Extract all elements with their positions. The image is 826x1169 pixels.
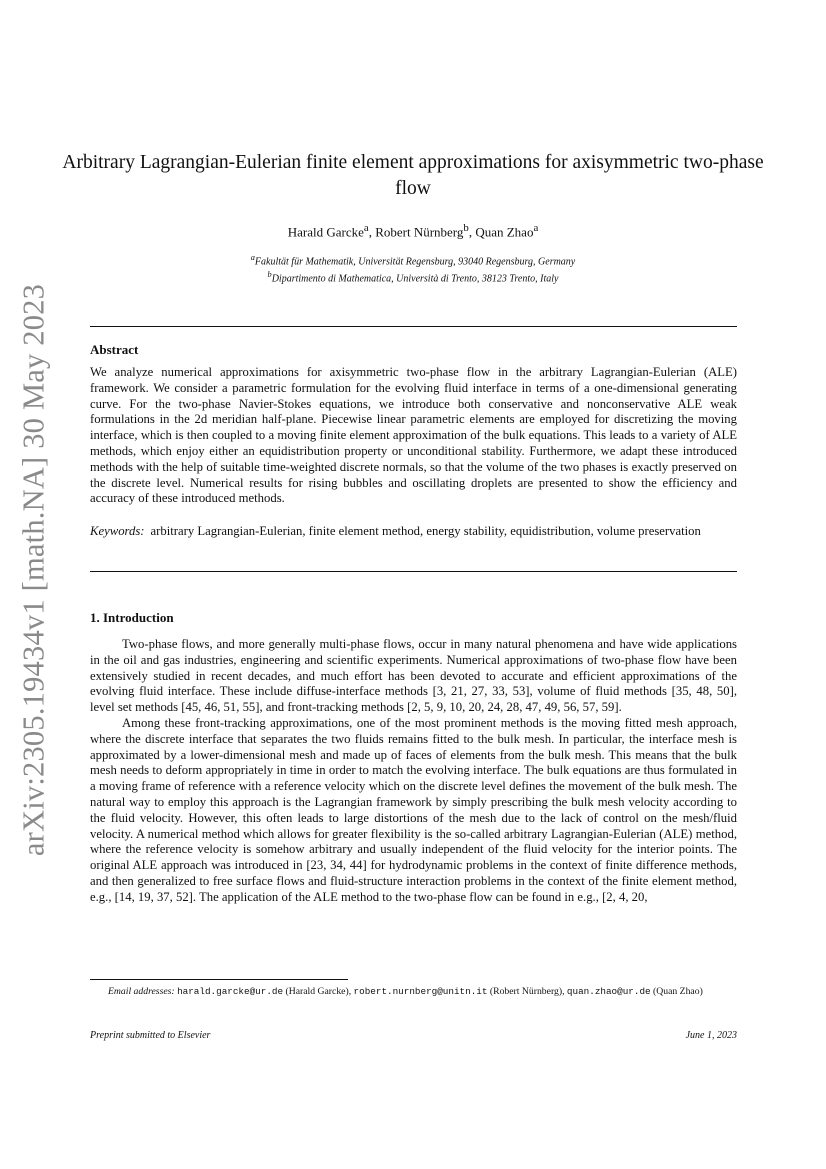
affiliation-b bbox=[0, 268, 826, 285]
email-link[interactable]: robert.nurnberg@unitn.it bbox=[353, 986, 488, 997]
author-list: Harald Garcke$^a$, Robert Nürnberg$^b$, Quan Zhao$^a$ bbox=[287, 222, 539, 240]
paragraph: Among these front-tracking approximations, one of the most prominent methods is the moving fitted mesh approach, where the discrete interface that separates the two fluids remains fitted to the bulk mesh. In particular, the interface mesh is approximated by a lower-dimensional mesh and made up of faces of elements from the bulk mesh. This means that the bulk mesh needs to deform appropriately in time in order to match the evolving interface. The bulk equations are thus formulated in a moving frame of reference with a reference velocity which on the discrete level defines the movement of the bulk mesh. The natural way to employ this approach is the Lagrangian framework by simply prescribing the bulk mesh velocity according to the fluid velocity. However, this often leads to large distortions of the mesh due to the lack of control on the mesh/fluid velocity. A numerical method which allows for greater flexibility is the so-called arbitrary Lagrangian-Eulerian (ALE) method, where the reference velocity is somehow arbitrary and usually independent of the fluid velocity for the interior points. The original ALE approach was introduced in [23, 34, 44] for hydrodynamic problems in the context of finite difference methods, and then generalized to free surface flows and fluid-structure interaction problems in the context of the finite element method, e.g., [14, 19, 37, 52]. The application of the ALE method to the two-phase flow can be found in e.g., [2, 4, 20, bbox=[90, 715, 737, 904]
affiliation-text: Fakultät für Mathematik, Universität Regensburg, 93040 Regensburg, Germany bbox=[254, 256, 576, 268]
author-sup: b bbox=[463, 222, 469, 234]
author-sup: a bbox=[363, 222, 369, 234]
keywords bbox=[90, 524, 737, 540]
abstract-body: We analyze numerical approximations for axisymmetric two-phase flow in the arbitrary Lagrangian-Eulerian (ALE) framework. We consider a parametric formulation for the evolving fluid interface in terms of a one-dimensional generating curve. For the two-phase Navier-Stokes equations, we introduce both conservative and nonconservative ALE weak formulations in the 2d meridian half-plane. Piecewise linear parametric elements are employed for discretizing the moving interface, which is then coupled to a moving finite element approximation of the bulk equations. This leads to a variety of ALE methods, which enjoy either an equidistribution property or unconditional stability. Furthermore, we adapt these introduced methods with the help of suitable time-weighted discrete normals, so that the volume of the two phases is exactly preserved on the discrete level. Numerical results for rising bubbles and oscillating droplets are presented to show the efficiency and accuracy of these introduced methods. bbox=[90, 365, 737, 506]
arxiv-identifier-text: arXiv:2305.19434v1 [math.NA] 30 May 2023 bbox=[16, 283, 51, 857]
email-owner: (Harald Garcke) bbox=[285, 986, 349, 997]
affiliation-text: Dipartimento di Mathematica, Università di Trento, 38123 Trento, Italy bbox=[271, 273, 559, 285]
email-owner: (Robert Nürnberg) bbox=[489, 986, 563, 997]
preprint-note: Preprint submitted to Elsevier bbox=[90, 1030, 211, 1041]
author-name: Harald Garcke bbox=[287, 224, 364, 240]
author-sup: a bbox=[533, 222, 539, 234]
email-owner: (Quan Zhao) bbox=[653, 986, 703, 997]
abstract-bottom-rule bbox=[90, 571, 737, 572]
abstract-heading: Abstract bbox=[90, 342, 139, 357]
keywords-label: Keywords: bbox=[90, 524, 145, 538]
arxiv-identifier bbox=[14, 283, 54, 857]
footnote-rule bbox=[90, 979, 348, 980]
paragraph: Two-phase flows, and more generally multi-phase flows, occur in many natural phenomena and have wide applications in the oil and gas industries, engineering and scientific experiments. Numerical approximations of two-phase flow have been extensively studied in recent decades, and much effort has been devoted to accurate and efficient approximations of the evolving fluid interface. These include diffuse-interface methods [3, 21, 27, 33, 53], volume of fluid methods [35, 48, 50], level set methods [45, 46, 51, 55], and front-tracking methods [2, 5, 9, 10, 20, 24, 28, 47, 49, 56, 57, 59]. bbox=[90, 637, 737, 715]
paper-title: Arbitrary Lagrangian-Eulerian finite element approximations for axisymmetric two-phase flow bbox=[62, 152, 764, 199]
abstract-top-rule bbox=[90, 326, 737, 327]
introduction-heading: 1. Introduction bbox=[90, 610, 174, 625]
affiliation-sup: a bbox=[250, 253, 255, 262]
affiliation-sup: b bbox=[267, 270, 272, 280]
footnote-label: Email addresses: bbox=[108, 986, 175, 997]
affiliations bbox=[0, 251, 826, 286]
email-link[interactable]: harald.garcke@ur.de bbox=[177, 986, 284, 997]
affiliation-a bbox=[0, 251, 826, 268]
introduction-body bbox=[90, 637, 737, 906]
author-name: Robert Nürnberg bbox=[375, 224, 464, 240]
email-footnote: Email addresses: harald.garcke@ur.de (Harald Garcke), robert.nurnberg@unitn.it (Robert Nürnberg), quan.zhao@ur.de (Quan Zhao) bbox=[108, 986, 703, 997]
date: June 1, 2023 bbox=[685, 1030, 737, 1041]
keywords-text: arbitrary Lagrangian-Eulerian, finite element method, energy stability, equidistribution, volume preservation bbox=[150, 524, 701, 538]
author-name: Quan Zhao bbox=[475, 224, 534, 240]
email-link[interactable]: quan.zhao@ur.de bbox=[566, 986, 651, 997]
